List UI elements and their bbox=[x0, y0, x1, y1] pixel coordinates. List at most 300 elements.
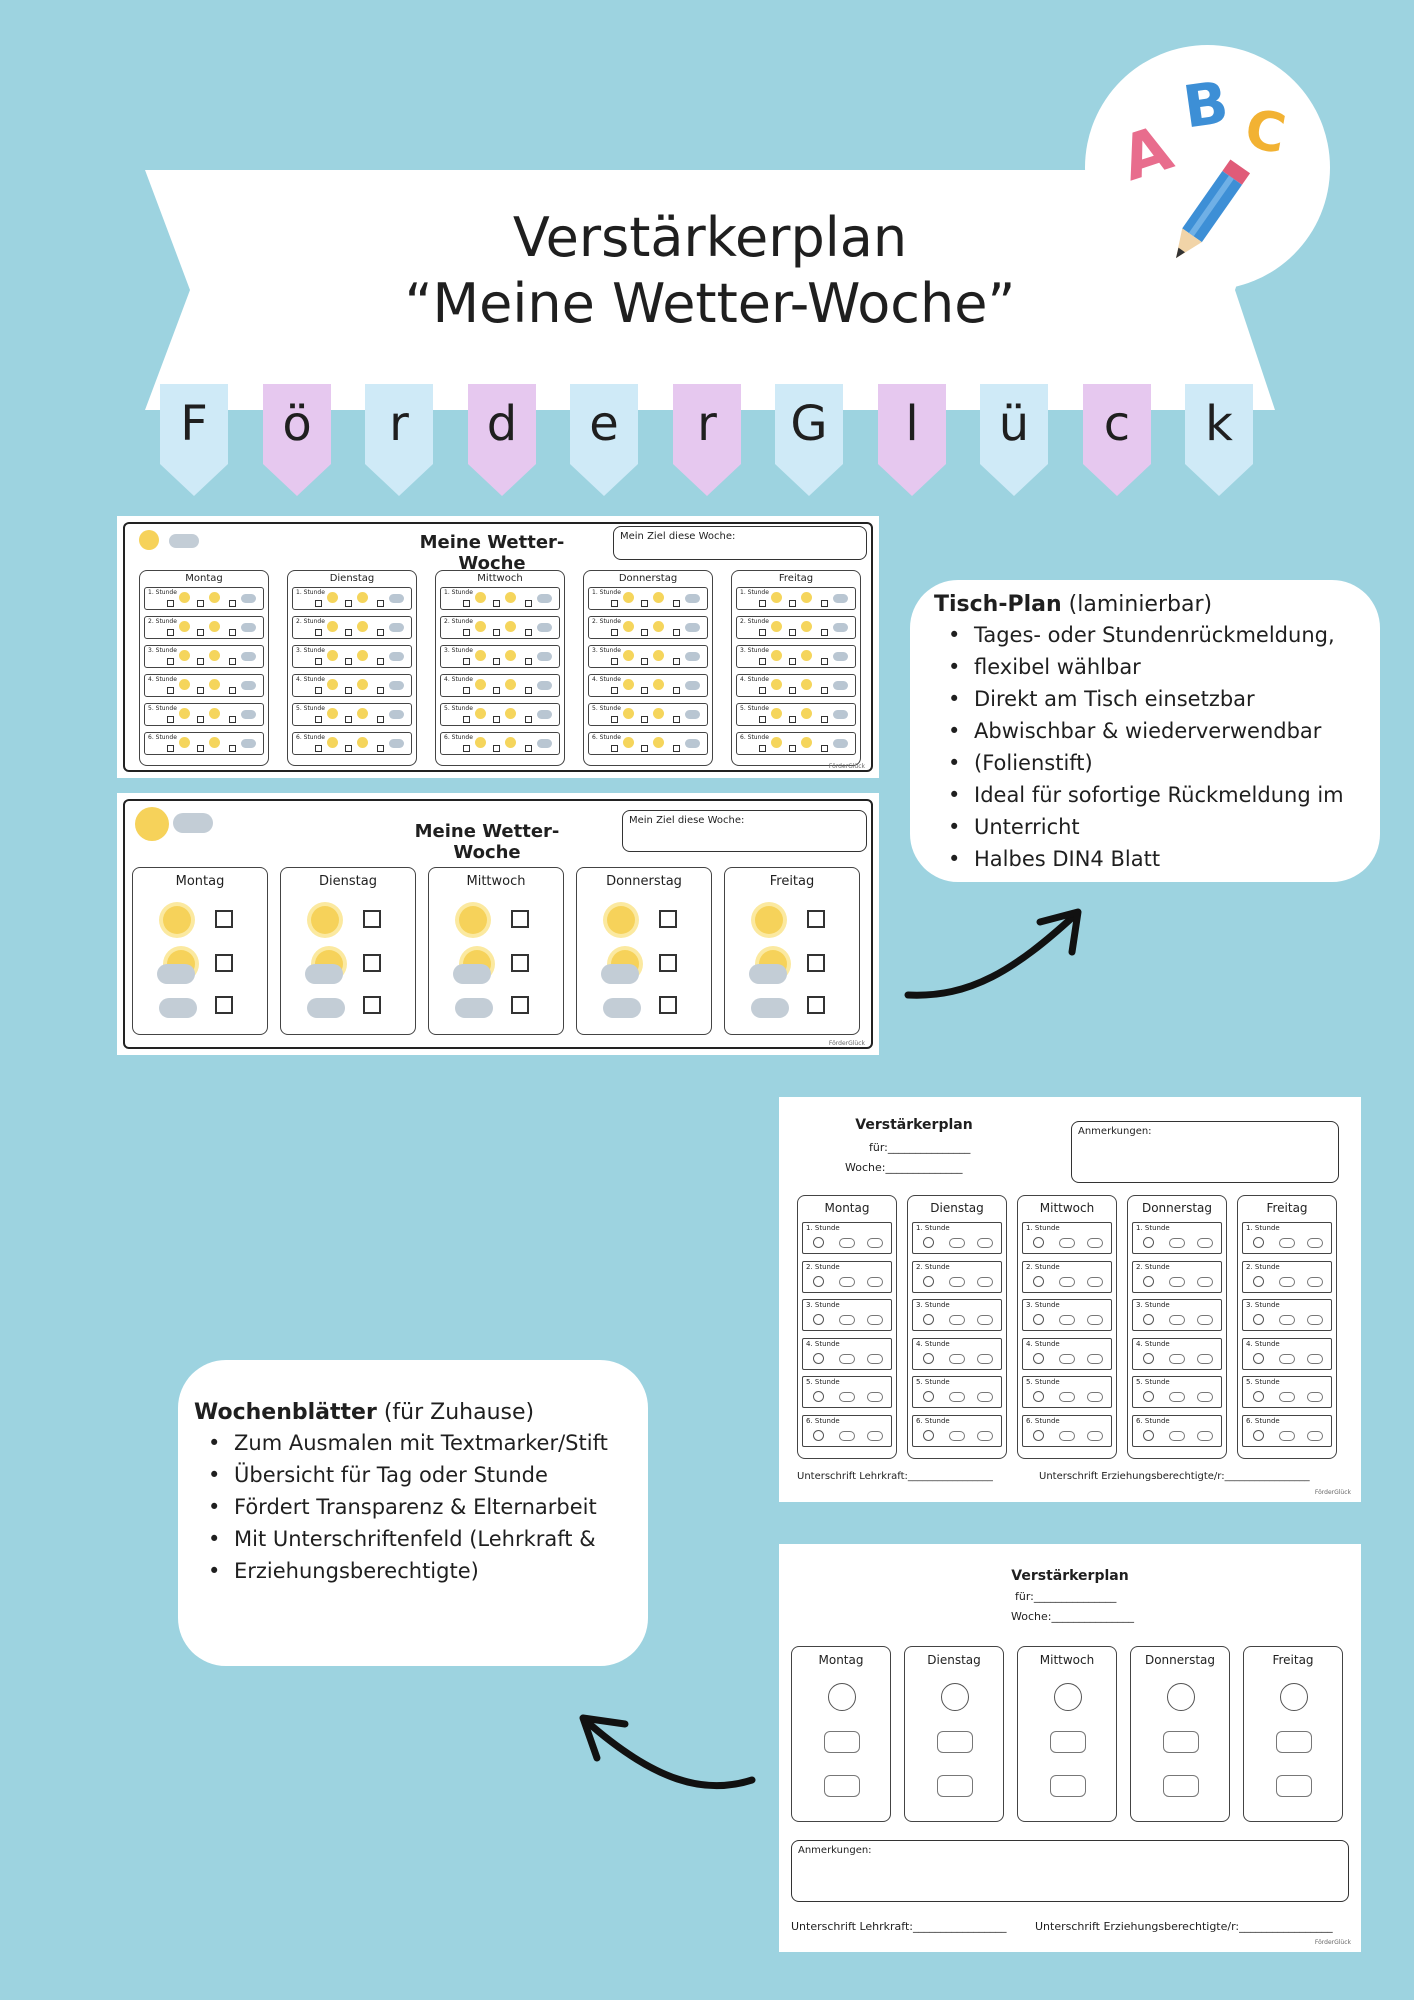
sign-teacher: Unterschrift Lehrkraft:_________________ bbox=[797, 1471, 993, 1482]
checkbox bbox=[215, 910, 233, 928]
lesson-row bbox=[1132, 1299, 1222, 1331]
partly-sunny-icon bbox=[209, 592, 220, 603]
pennant bbox=[775, 384, 843, 499]
sun-icon bbox=[459, 906, 487, 934]
lesson-label: 6. Stunde bbox=[296, 734, 325, 741]
checkbox bbox=[377, 629, 384, 636]
lesson-label: 6. Stunde bbox=[592, 734, 621, 741]
sheet-footer: FörderGlück bbox=[828, 1040, 865, 1047]
wochenblaetter-list bbox=[194, 1427, 648, 1587]
partly-sunny-outline-icon bbox=[949, 1238, 965, 1248]
pennant bbox=[1185, 384, 1253, 499]
partly-sunny-outline-icon bbox=[1059, 1277, 1075, 1287]
lesson-row bbox=[144, 674, 264, 697]
sheet-title: Verstärkerplan bbox=[855, 1117, 973, 1133]
page-title bbox=[200, 205, 1220, 337]
checkbox bbox=[821, 716, 828, 723]
rain-cloud-outline-icon bbox=[1087, 1277, 1103, 1287]
rain-cloud-outline-icon bbox=[1087, 1392, 1103, 1402]
svg-text:B: B bbox=[1179, 68, 1233, 142]
lesson-row bbox=[588, 732, 708, 755]
day-name: Montag bbox=[824, 1201, 870, 1215]
sun-outline-icon bbox=[1143, 1276, 1154, 1287]
day-name: Dienstag bbox=[329, 573, 375, 584]
rain-cloud-icon bbox=[389, 710, 404, 719]
sun-outline-icon bbox=[813, 1391, 824, 1402]
sun-icon bbox=[475, 592, 486, 603]
list-item: • Halbes DIN4 Blatt bbox=[934, 843, 1380, 875]
day-column bbox=[797, 1195, 897, 1459]
checkbox bbox=[363, 910, 381, 928]
pennant bbox=[570, 384, 638, 499]
list-item: • (Folienstift) bbox=[934, 747, 1380, 779]
lesson-row bbox=[1242, 1415, 1332, 1447]
cloud-icon bbox=[601, 964, 639, 984]
rain-cloud-icon bbox=[833, 739, 848, 748]
day-column bbox=[1130, 1646, 1230, 1822]
week-field: Woche:_______________ bbox=[1011, 1610, 1134, 1623]
pennant-letter: ü bbox=[998, 396, 1030, 452]
lesson-row bbox=[736, 616, 856, 639]
rain-cloud-outline-icon bbox=[977, 1354, 993, 1364]
partly-sunny-icon bbox=[209, 679, 220, 690]
sun-icon bbox=[475, 650, 486, 661]
partly-sunny-outline-icon bbox=[1059, 1315, 1075, 1325]
rain-cloud-icon bbox=[307, 998, 345, 1018]
partly-sunny-outline-icon bbox=[1059, 1238, 1075, 1248]
wochenblatt-daily-preview bbox=[779, 1544, 1361, 1952]
lesson-row bbox=[292, 732, 412, 755]
rain-cloud-outline-icon bbox=[867, 1238, 883, 1248]
sun-icon bbox=[327, 650, 338, 661]
checkbox bbox=[197, 658, 204, 665]
pennant bbox=[878, 384, 946, 499]
lesson-label: 2. Stunde bbox=[1026, 1262, 1060, 1271]
rain-cloud-icon bbox=[159, 998, 197, 1018]
checkbox bbox=[525, 600, 532, 607]
rain-cloud-icon bbox=[685, 681, 700, 690]
rain-cloud-outline-icon bbox=[1197, 1431, 1213, 1441]
sun-icon bbox=[139, 530, 159, 550]
checkbox bbox=[493, 745, 500, 752]
partly-sunny-outline-icon bbox=[1279, 1238, 1295, 1248]
lesson-row bbox=[1022, 1376, 1112, 1408]
rain-cloud-outline-icon bbox=[1050, 1775, 1086, 1797]
sun-icon bbox=[327, 592, 338, 603]
rain-cloud-outline-icon bbox=[977, 1431, 993, 1441]
checkbox bbox=[611, 658, 618, 665]
sun-icon bbox=[771, 592, 782, 603]
sun-icon bbox=[179, 592, 190, 603]
lesson-row bbox=[588, 645, 708, 668]
lesson-row bbox=[1022, 1222, 1112, 1254]
list-item: • Unterricht bbox=[934, 811, 1380, 843]
checkbox bbox=[167, 745, 174, 752]
day-column bbox=[1127, 1195, 1227, 1459]
checkbox bbox=[345, 687, 352, 694]
partly-sunny-icon bbox=[357, 679, 368, 690]
lesson-label: 5. Stunde bbox=[1136, 1378, 1170, 1386]
checkbox bbox=[673, 716, 680, 723]
lesson-row bbox=[144, 616, 264, 639]
partly-sunny-icon bbox=[801, 737, 812, 748]
sun-outline-icon bbox=[923, 1353, 934, 1364]
lesson-label: 6. Stunde bbox=[1246, 1416, 1280, 1425]
lesson-label: 6. Stunde bbox=[806, 1416, 840, 1425]
rain-cloud-icon bbox=[241, 594, 256, 603]
list-item: • Erziehungsberechtigte) bbox=[194, 1555, 648, 1587]
lesson-label: 3. Stunde bbox=[444, 647, 473, 654]
sun-outline-icon bbox=[923, 1276, 934, 1287]
lesson-row bbox=[1022, 1338, 1112, 1370]
sun-outline-icon bbox=[813, 1237, 824, 1248]
sun-icon bbox=[623, 650, 634, 661]
day-name: Donnerstag bbox=[606, 874, 682, 889]
lesson-row bbox=[292, 587, 412, 610]
partly-sunny-outline-icon bbox=[1279, 1431, 1295, 1441]
day-name: Freitag bbox=[1272, 1653, 1314, 1667]
partly-sunny-outline-icon bbox=[1169, 1315, 1185, 1325]
sun-icon bbox=[163, 906, 191, 934]
lesson-row bbox=[1242, 1222, 1332, 1254]
checkbox bbox=[345, 600, 352, 607]
lesson-row bbox=[802, 1415, 892, 1447]
sun-outline-icon bbox=[1143, 1237, 1154, 1248]
rain-cloud-outline-icon bbox=[1276, 1775, 1312, 1797]
lesson-row bbox=[802, 1222, 892, 1254]
checkbox bbox=[463, 600, 470, 607]
checkbox bbox=[789, 745, 796, 752]
lesson-row bbox=[912, 1299, 1002, 1331]
sun-outline-icon bbox=[1033, 1314, 1044, 1325]
lesson-row bbox=[912, 1222, 1002, 1254]
checkbox bbox=[377, 600, 384, 607]
partly-sunny-outline-icon bbox=[949, 1431, 965, 1441]
cloud-icon bbox=[749, 964, 787, 984]
sun-icon bbox=[771, 708, 782, 719]
sheet-title: Meine Wetter-Woche bbox=[414, 821, 560, 863]
lesson-label: 5. Stunde bbox=[444, 705, 473, 712]
day-name: Donnerstag bbox=[1144, 1653, 1216, 1667]
day-column bbox=[287, 570, 417, 766]
lesson-label: 5. Stunde bbox=[740, 705, 769, 712]
lesson-label: 6. Stunde bbox=[740, 734, 769, 741]
lesson-row bbox=[1132, 1338, 1222, 1370]
rain-cloud-icon bbox=[537, 681, 552, 690]
partly-sunny-outline-icon bbox=[1163, 1731, 1199, 1753]
checkbox bbox=[759, 716, 766, 723]
rain-cloud-icon bbox=[173, 813, 213, 833]
checkbox bbox=[611, 745, 618, 752]
checkbox bbox=[377, 716, 384, 723]
sun-outline-icon bbox=[1253, 1391, 1264, 1402]
checkbox bbox=[167, 629, 174, 636]
checkbox bbox=[493, 687, 500, 694]
checkbox bbox=[641, 600, 648, 607]
partly-sunny-outline-icon bbox=[1169, 1354, 1185, 1364]
checkbox bbox=[315, 658, 322, 665]
lesson-row bbox=[1022, 1415, 1112, 1447]
lesson-label: 4. Stunde bbox=[740, 676, 769, 683]
checkbox bbox=[525, 687, 532, 694]
sun-icon bbox=[179, 737, 190, 748]
partly-sunny-icon bbox=[653, 650, 664, 661]
checkbox bbox=[641, 716, 648, 723]
checkbox bbox=[493, 716, 500, 723]
partly-sunny-icon bbox=[801, 592, 812, 603]
lesson-label: 1. Stunde bbox=[916, 1224, 950, 1232]
lesson-row bbox=[144, 645, 264, 668]
rain-cloud-outline-icon bbox=[1197, 1354, 1213, 1364]
checkbox bbox=[673, 745, 680, 752]
rain-cloud-outline-icon bbox=[867, 1277, 883, 1287]
checkbox bbox=[215, 954, 233, 972]
day-name: Mittwoch bbox=[1039, 1201, 1095, 1215]
partly-sunny-icon bbox=[505, 650, 516, 661]
rain-cloud-icon bbox=[389, 594, 404, 603]
checkbox bbox=[493, 629, 500, 636]
checkbox bbox=[197, 600, 204, 607]
lesson-row bbox=[440, 674, 560, 697]
checkbox bbox=[377, 745, 384, 752]
partly-sunny-outline-icon bbox=[824, 1731, 860, 1753]
notes-box: Anmerkungen: bbox=[791, 1840, 1349, 1902]
sun-outline-icon bbox=[923, 1391, 934, 1402]
checkbox bbox=[229, 658, 236, 665]
rain-cloud-outline-icon bbox=[1307, 1277, 1323, 1287]
sun-outline-icon bbox=[1253, 1237, 1264, 1248]
rain-cloud-icon bbox=[685, 739, 700, 748]
checkbox bbox=[197, 716, 204, 723]
lesson-label: 4. Stunde bbox=[1246, 1339, 1280, 1348]
partly-sunny-icon bbox=[801, 679, 812, 690]
rain-cloud-icon bbox=[241, 710, 256, 719]
list-item: • Zum Ausmalen mit Textmarker/Stift bbox=[194, 1427, 648, 1459]
partly-sunny-icon bbox=[209, 621, 220, 632]
lesson-row bbox=[1242, 1261, 1332, 1293]
sun-icon bbox=[475, 679, 486, 690]
partly-sunny-icon bbox=[209, 708, 220, 719]
list-item: • Direkt am Tisch einsetzbar bbox=[934, 683, 1380, 715]
partly-sunny-outline-icon bbox=[949, 1354, 965, 1364]
lesson-label: 3. Stunde bbox=[916, 1301, 950, 1309]
goal-box: Mein Ziel diese Woche: bbox=[613, 526, 867, 560]
partly-sunny-icon bbox=[653, 708, 664, 719]
for-field: für:_______________ bbox=[869, 1141, 971, 1154]
rain-cloud-outline-icon bbox=[1307, 1431, 1323, 1441]
sun-icon bbox=[327, 737, 338, 748]
partly-sunny-outline-icon bbox=[839, 1277, 855, 1287]
checkbox bbox=[315, 629, 322, 636]
checkbox bbox=[673, 600, 680, 607]
lesson-label: 1. Stunde bbox=[592, 589, 621, 596]
sun-icon bbox=[771, 650, 782, 661]
sun-outline-icon bbox=[1253, 1276, 1264, 1287]
checkbox bbox=[363, 996, 381, 1014]
lesson-row bbox=[144, 703, 264, 726]
partly-sunny-outline-icon bbox=[1279, 1392, 1295, 1402]
partly-sunny-outline-icon bbox=[1169, 1392, 1185, 1402]
sun-icon bbox=[475, 737, 486, 748]
sun-icon bbox=[135, 807, 169, 841]
lesson-row bbox=[1242, 1338, 1332, 1370]
pennant-letter: F bbox=[180, 396, 208, 452]
day-name: Dienstag bbox=[927, 1653, 981, 1667]
checkbox bbox=[377, 658, 384, 665]
rain-cloud-icon bbox=[537, 594, 552, 603]
rain-cloud-outline-icon bbox=[867, 1392, 883, 1402]
lesson-label: 1. Stunde bbox=[806, 1224, 840, 1232]
lesson-label: 3. Stunde bbox=[806, 1301, 840, 1309]
lesson-row bbox=[1242, 1299, 1332, 1331]
title-line-2: “Meine Wetter-Woche” bbox=[404, 272, 1016, 335]
arrow-icon bbox=[900, 900, 1100, 1010]
lesson-label: 4. Stunde bbox=[444, 676, 473, 683]
rain-cloud-outline-icon bbox=[1197, 1238, 1213, 1248]
lesson-label: 6. Stunde bbox=[916, 1416, 950, 1425]
lesson-label: 5. Stunde bbox=[1246, 1378, 1280, 1386]
partly-sunny-outline-icon bbox=[949, 1392, 965, 1402]
lesson-row bbox=[1132, 1376, 1222, 1408]
partly-sunny-icon bbox=[653, 621, 664, 632]
sun-icon bbox=[771, 737, 782, 748]
sun-outline-icon bbox=[1033, 1353, 1044, 1364]
rain-cloud-icon bbox=[241, 739, 256, 748]
sun-icon bbox=[771, 621, 782, 632]
partly-sunny-outline-icon bbox=[839, 1431, 855, 1441]
lesson-label: 5. Stunde bbox=[806, 1378, 840, 1386]
checkbox bbox=[673, 629, 680, 636]
day-name: Freitag bbox=[769, 874, 815, 889]
lesson-label: 3. Stunde bbox=[148, 647, 177, 654]
partly-sunny-outline-icon bbox=[839, 1238, 855, 1248]
rain-cloud-icon bbox=[603, 998, 641, 1018]
checkbox bbox=[229, 600, 236, 607]
lesson-label: 5. Stunde bbox=[916, 1378, 950, 1386]
checkbox bbox=[759, 658, 766, 665]
lesson-row bbox=[736, 587, 856, 610]
pennant-letter: k bbox=[1205, 396, 1233, 452]
lesson-label: 1. Stunde bbox=[1246, 1224, 1280, 1232]
pennant bbox=[263, 384, 331, 499]
checkbox bbox=[641, 658, 648, 665]
tisch-plan-daily-preview bbox=[117, 793, 879, 1055]
rain-cloud-outline-icon bbox=[1087, 1315, 1103, 1325]
checkbox bbox=[377, 687, 384, 694]
checkbox bbox=[511, 996, 529, 1014]
checkbox bbox=[197, 745, 204, 752]
rain-cloud-outline-icon bbox=[1197, 1315, 1213, 1325]
partly-sunny-icon bbox=[357, 708, 368, 719]
sun-outline-icon bbox=[1253, 1430, 1264, 1441]
list-item: • Ideal für sofortige Rückmeldung im bbox=[934, 779, 1380, 811]
checkbox bbox=[463, 745, 470, 752]
rain-cloud-outline-icon bbox=[1087, 1431, 1103, 1441]
rain-cloud-outline-icon bbox=[824, 1775, 860, 1797]
list-item: • Mit Unterschriftenfeld (Lehrkraft & bbox=[194, 1523, 648, 1555]
lesson-label: 1. Stunde bbox=[1026, 1224, 1060, 1232]
checkbox bbox=[463, 716, 470, 723]
lesson-label: 3. Stunde bbox=[1136, 1301, 1170, 1309]
abc-badge bbox=[1085, 45, 1330, 290]
checkbox bbox=[167, 716, 174, 723]
rain-cloud-icon bbox=[389, 739, 404, 748]
cloud-icon bbox=[453, 964, 491, 984]
partly-sunny-outline-icon bbox=[1279, 1315, 1295, 1325]
rain-cloud-icon bbox=[537, 623, 552, 632]
sun-icon bbox=[623, 737, 634, 748]
rain-cloud-outline-icon bbox=[1087, 1354, 1103, 1364]
rain-cloud-icon bbox=[833, 652, 848, 661]
checkbox bbox=[821, 745, 828, 752]
sun-icon bbox=[179, 621, 190, 632]
checkbox bbox=[525, 629, 532, 636]
partly-sunny-icon bbox=[505, 737, 516, 748]
rain-cloud-icon bbox=[537, 710, 552, 719]
sun-outline-icon bbox=[813, 1314, 824, 1325]
arrow-icon bbox=[565, 1700, 765, 1810]
pennant-letter: ö bbox=[282, 396, 312, 452]
rain-cloud-outline-icon bbox=[977, 1277, 993, 1287]
day-name: Dienstag bbox=[930, 1201, 984, 1215]
lesson-label: 2. Stunde bbox=[296, 618, 325, 625]
checkbox bbox=[167, 600, 174, 607]
pennant-letter: l bbox=[905, 396, 919, 452]
rain-cloud-icon bbox=[241, 681, 256, 690]
checkbox bbox=[315, 716, 322, 723]
checkbox bbox=[229, 629, 236, 636]
checkbox bbox=[659, 954, 677, 972]
day-column bbox=[132, 867, 268, 1035]
lesson-row bbox=[588, 674, 708, 697]
checkbox bbox=[789, 658, 796, 665]
partly-sunny-outline-icon bbox=[1279, 1354, 1295, 1364]
partly-sunny-outline-icon bbox=[1169, 1431, 1185, 1441]
lesson-label: 5. Stunde bbox=[592, 705, 621, 712]
sun-icon bbox=[607, 906, 635, 934]
lesson-row bbox=[912, 1415, 1002, 1447]
rain-cloud-icon bbox=[537, 652, 552, 661]
partly-sunny-outline-icon bbox=[1169, 1238, 1185, 1248]
day-column bbox=[139, 570, 269, 766]
checkbox bbox=[511, 910, 529, 928]
checkbox bbox=[345, 629, 352, 636]
lesson-row bbox=[912, 1261, 1002, 1293]
partly-sunny-icon bbox=[653, 679, 664, 690]
rain-cloud-outline-icon bbox=[1163, 1775, 1199, 1797]
day-column bbox=[280, 867, 416, 1035]
day-name: Montag bbox=[175, 874, 225, 889]
lesson-row bbox=[1132, 1415, 1222, 1447]
sun-icon bbox=[327, 708, 338, 719]
checkbox bbox=[229, 745, 236, 752]
checkbox bbox=[821, 600, 828, 607]
checkbox bbox=[789, 629, 796, 636]
checkbox bbox=[229, 716, 236, 723]
day-column bbox=[1243, 1646, 1343, 1822]
lesson-row bbox=[736, 645, 856, 668]
partly-sunny-outline-icon bbox=[937, 1731, 973, 1753]
pennant bbox=[365, 384, 433, 499]
sheet-footer: FörderGlück bbox=[828, 763, 865, 770]
day-column bbox=[1237, 1195, 1337, 1459]
day-column bbox=[904, 1646, 1004, 1822]
checkbox bbox=[821, 687, 828, 694]
rain-cloud-icon bbox=[685, 710, 700, 719]
lesson-label: 5. Stunde bbox=[296, 705, 325, 712]
day-column bbox=[731, 570, 861, 766]
cloud-icon bbox=[157, 964, 195, 984]
